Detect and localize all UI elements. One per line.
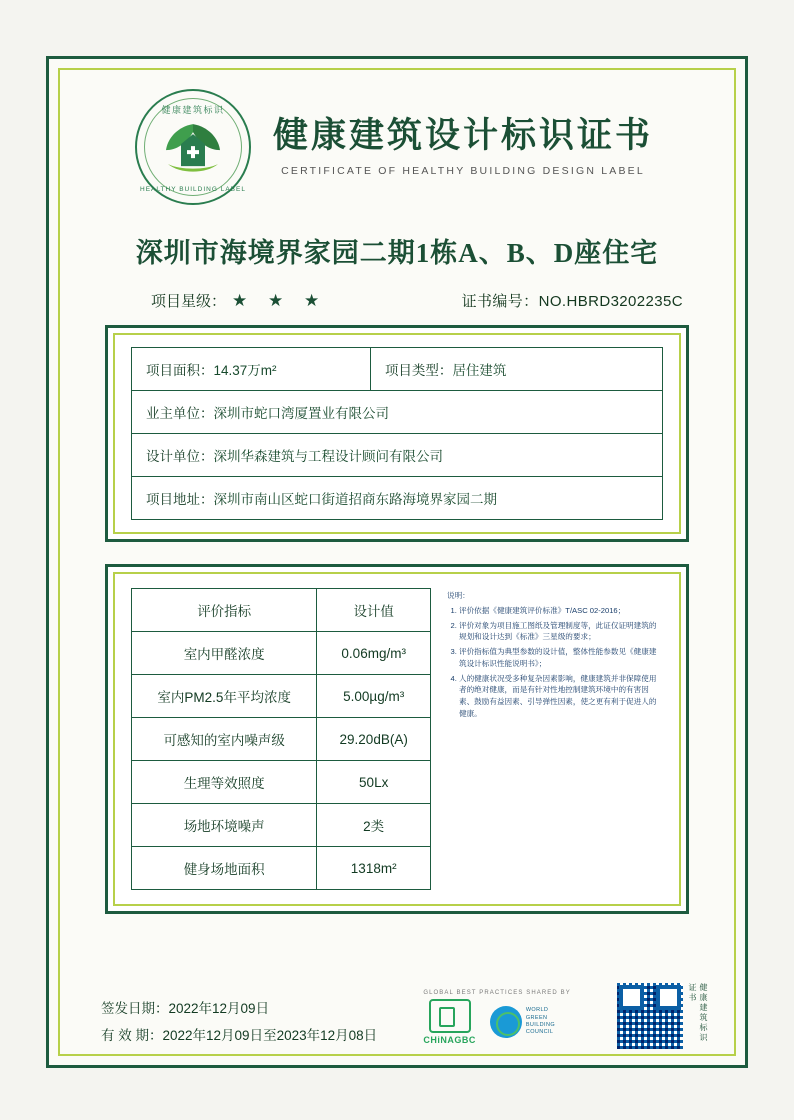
project-type-label: 项目类型： [384, 363, 453, 378]
certificate-number-label: 证书编号： [461, 293, 539, 310]
address-cell [132, 477, 663, 520]
project-info-box [105, 325, 689, 542]
certificate-header [83, 89, 711, 205]
wgbc-line-1: WORLD [525, 1007, 549, 1014]
project-meta-row [83, 290, 711, 311]
table-header-row [132, 589, 431, 632]
indicators-box [105, 564, 689, 914]
indicator-value: 29.20dB(A) [317, 718, 431, 761]
qr-side-text: 健康建筑标识证书 [687, 983, 708, 1043]
valid-period: 有 效 期：2022年12月09日至2023年12月08日 [101, 1028, 378, 1043]
star-rating-value: ★ ★ ★ [232, 290, 328, 310]
indicators-box-inner [113, 572, 681, 906]
project-type-value: 居住建筑 [452, 363, 507, 378]
wgbc-label [526, 1007, 555, 1037]
title-block [273, 117, 653, 178]
certificate-number-group [462, 290, 683, 311]
designer-cell [132, 434, 663, 477]
outer-frame [46, 56, 748, 1068]
table-row [132, 804, 431, 847]
healthy-building-seal [135, 89, 251, 205]
wgbc-logo [490, 1006, 555, 1038]
indicator-value: 50Lx [317, 761, 431, 804]
indicator-name: 室内PM2.5年平均浓度 [132, 675, 317, 718]
table-row [132, 434, 663, 477]
table-row [132, 675, 431, 718]
certificate-title-cn: 健康建筑设计标识证书 [273, 115, 654, 155]
table-row [132, 761, 431, 804]
project-area-cell [132, 348, 371, 391]
list-item: 3. 评价指标值为典型参数的设计值，整体性能参数见《健康建筑设计标识性能说明书》； [459, 646, 659, 670]
notes-title: 说明： [447, 591, 470, 600]
table-row [132, 477, 663, 520]
owner-cell [132, 391, 663, 434]
list-item: 2. 评价对象为项目施工图纸及管理制度等，此证仅证明建筑的规划和设计达到《标准》三星级的要求； [459, 620, 659, 644]
table-row [132, 847, 431, 890]
logos-caption: GLOBAL BEST PRACTICES SHARED BY [423, 990, 571, 996]
indicator-name: 可感知的室内噪声级 [132, 718, 317, 761]
chinagbc-label: CHiNAGBC [423, 1035, 476, 1045]
issue-date: 签发日期：2022年12月09日 [101, 1001, 270, 1016]
seal-top-text: 健康建筑标识 [161, 105, 225, 115]
indicator-name: 场地环境噪声 [132, 804, 317, 847]
designer-value: 深圳华森建筑与工程设计顾问有限公司 [213, 449, 443, 464]
star-rating-group [151, 290, 327, 311]
indicators-table [131, 588, 431, 890]
address-value: 深圳市南山区蛇口街道招商东路海境界家园二期 [213, 492, 497, 507]
owner-value: 深圳市蛇口湾厦置业有限公司 [213, 406, 389, 421]
certificate-title-en: CERTIFICATE OF HEALTHY BUILDING DESIGN LABEL [281, 165, 645, 178]
address-label: 项目地址： [146, 492, 214, 507]
table-row [132, 718, 431, 761]
chinagbc-mark-icon [429, 999, 471, 1033]
project-info-table [131, 347, 663, 520]
indicator-name: 室内甲醛浓度 [132, 632, 317, 675]
qr-block [617, 983, 709, 1049]
indicator-name: 生理等效照度 [132, 761, 317, 804]
project-info-box-inner [113, 333, 681, 534]
table-row [132, 632, 431, 675]
indicator-value: 2类 [317, 804, 431, 847]
list-item: 4. 人的健康状况受多种复杂因素影响，健康建筑并非保障使用者的绝对健康，而是有针对性地控制建筑环境中的有害因素、鼓励有益因素、引导弹性因素，使之更有利于促进人的健康。 [459, 673, 659, 720]
indicator-value: 5.00µg/m³ [317, 675, 431, 718]
designer-label: 设计单位： [146, 449, 214, 464]
qr-code-icon[interactable] [617, 983, 683, 1049]
indicator-value: 0.06mg/m³ [317, 632, 431, 675]
certificate-footer [49, 983, 745, 1049]
owner-label: 业主单位： [146, 406, 214, 421]
star-rating-label: 项目星级： [151, 293, 227, 310]
notes-list [447, 605, 659, 720]
design-value-column-header: 设计值 [317, 589, 431, 632]
wgbc-line-3: BUILDING [525, 1022, 556, 1028]
indicator-column-header: 评价指标 [132, 589, 317, 632]
certificate-number-value: NO.HBRD3202235C [538, 293, 683, 310]
project-type-cell [370, 348, 662, 391]
table-row [132, 348, 663, 391]
wgbc-line-4: COUNCIL [525, 1029, 554, 1036]
certificate-content [49, 59, 745, 1065]
dates-block [101, 995, 377, 1049]
globe-icon [490, 1006, 522, 1038]
wgbc-line-2: GREEN [525, 1014, 548, 1021]
leaf-building-icon [160, 120, 226, 176]
chinagbc-logo [423, 999, 476, 1045]
indicator-name: 健身场地面积 [132, 847, 317, 890]
project-area-label: 项目面积： [146, 363, 214, 378]
seal-bottom-text: HEALTHY BUILDING LABEL [140, 186, 246, 193]
table-row [132, 391, 663, 434]
logo-row [423, 999, 570, 1045]
partner-logos [423, 990, 570, 1045]
indicator-value: 1318m² [317, 847, 431, 890]
project-name: 深圳市海境界家园二期1栋A、B、D座住宅 [135, 238, 659, 268]
project-area-value: 14.37万m² [213, 363, 277, 378]
list-item: 1. 评价依据《健康建筑评价标准》T/ASC 02-2016； [459, 605, 659, 617]
notes-block [431, 588, 663, 723]
